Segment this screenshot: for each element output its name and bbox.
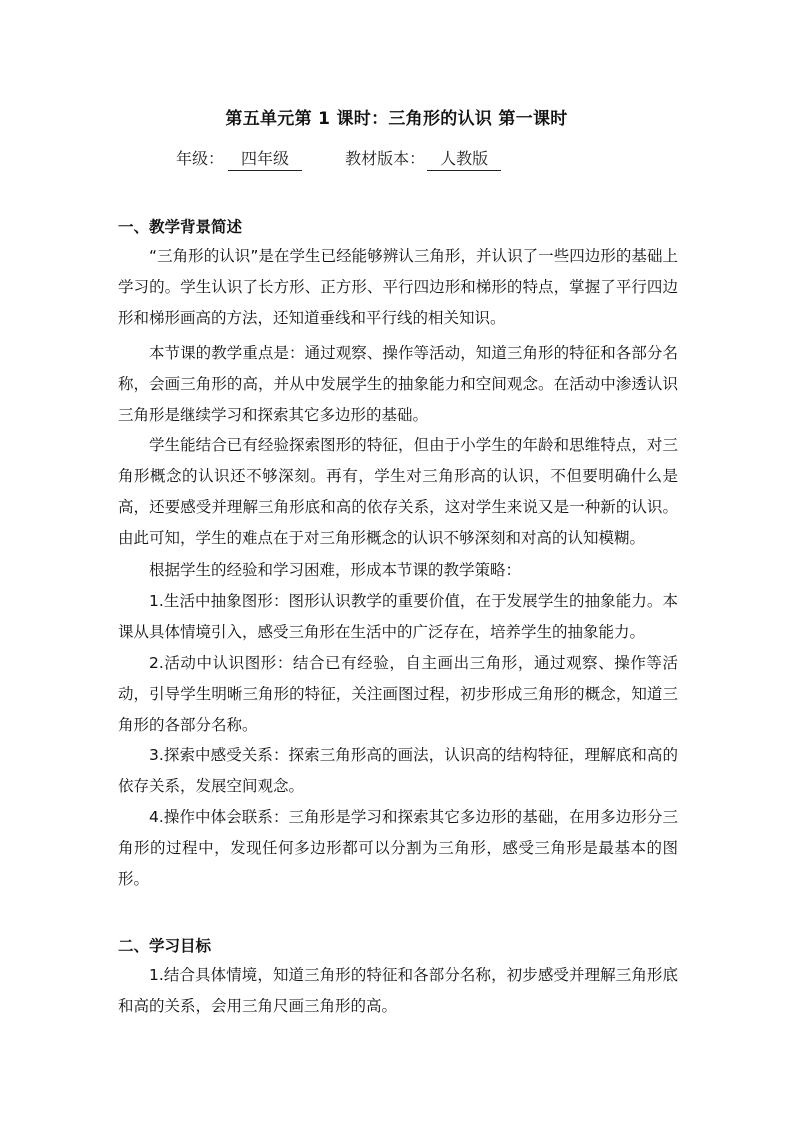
grade-value: 四年级: [228, 146, 302, 171]
textbook-version-label: 教材版本：: [345, 149, 426, 168]
strategy-item: 4.操作中体会联系：三角形是学习和探索其它多边形的基础，在用多边形分三角形的过程中，发现任何多边形都可以分割为三角形，感受三角形是最基本的图形。: [118, 808, 678, 888]
textbook-version-value: 人教版: [427, 146, 501, 171]
section-heading-background: 一、教学背景简述: [118, 218, 243, 236]
section-heading-objectives: 二、学习目标: [118, 937, 212, 955]
paragraph: 学生能结合已有经验探索图形的特征，但由于小学生的年龄和思维特点，对三角形概念的认识还不够深刻。再有，学生对三角形高的认识，不但要明确什么是高，还要感受并理解三角形底和高的依存关系，这对学生来说又是一种新的认识。由此可知，学生的难点在于对三角形概念的认识不够深刻和对高的认知模糊。: [118, 436, 678, 547]
lesson-meta: [176, 146, 501, 171]
strategy-item: 2.活动中认识图形：结合已有经验，自主画出三角形，通过观察、操作等活动，引导学生明晰三角形的特征，关注画图过程，初步形成三角形的概念，知道三角形的各部分名称。: [118, 654, 678, 734]
document-title: 第五单元第 1 课时：三角形的认识 第一课时: [225, 109, 568, 129]
paragraph: 根据学生的经验和学习困难，形成本节课的教学策略：: [149, 561, 522, 579]
objective-item: 1.结合具体情境，知道三角形的特征和各部分名称，初步感受并理解三角形底和高的关系，会用三角尺画三角形的高。: [118, 966, 678, 1015]
strategy-item: 3.探索中感受关系：探索三角形高的画法，认识高的结构特征，理解底和高的依存关系，发展空间观念。: [118, 746, 678, 795]
strategy-item: 1.生活中抽象图形：图形认识教学的重要价值，在于发展学生的抽象能力。本课从具体情境引入，感受三角形在生活中的广泛存在，培养学生的抽象能力。: [118, 592, 678, 641]
paragraph: 本节课的教学重点是：通过观察、操作等活动，知道三角形的特征和各部分名称，会画三角形的高，并从中发展学生的抽象能力和空间观念。在活动中渗透认识三角形是继续学习和探索其它多边形的基础。: [118, 344, 678, 424]
grade-label: 年级：: [176, 149, 225, 168]
paragraph: “三角形的认识”是在学生已经能够辨认三角形，并认识了一些四边形的基础上学习的。学生认识了长方形、正方形、平行四边形和梯形的特点，掌握了平行四边形和梯形画高的方法，还知道垂线和平行线的相关知识。: [118, 247, 678, 327]
